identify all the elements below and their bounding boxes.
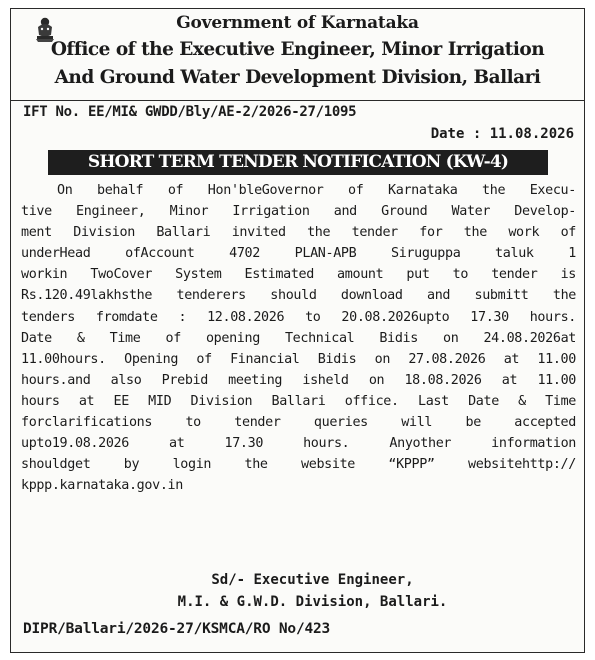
dipr-reference: DIPR/Ballari/2026-27/KSMCA/RO No/423 [23,621,331,637]
header-divider [11,100,584,101]
body-line: Rs.120.49lakhsthe tenderers should download and submitt the [21,288,576,304]
notice-date: Date : 11.08.2026 [430,126,574,142]
notice-body [21,180,576,496]
body-line: kppp.karnataka.gov.in [21,478,183,494]
body-line: tenders fromdate : 12.08.2026 to 20.08.2026upto 17.30 hours. [21,309,576,325]
notification-banner: SHORT TERM TENDER NOTIFICATION (KW-4) [48,150,548,175]
header-government: Government of Karnataka [176,13,419,33]
body-line: underHead ofAccount 4702 PLAN-APB Siruguppa taluk 1 [21,246,576,262]
body-line: 11.00hours. Opening of Financial Bidis on 27.08.2026 at 11.00 [21,351,576,367]
body-line: tive Engineer, Minor Irrigation and Ground Water Develop- [21,204,576,220]
signature-office: M.I. & G.W.D. Division, Ballari. [177,594,448,610]
header-division: And Ground Water Development Division, Ballari [54,67,541,88]
body-line: Date & Time of opening Technical Bidis on 24.08.2026at [21,330,576,346]
body-line: hours.and also Prebid meeting isheld on 18.08.2026 at 11.00 [21,372,576,388]
body-line: hours at EE MID Division Ballari office. Last Date & Time [21,393,576,409]
body-line: forclarifications to tender queries will be accepted [21,415,576,431]
body-line: workin TwoCover System Estimated amount put to tender is [21,267,576,283]
body-line: upto19.08.2026 at 17.30 hours. Anyother information [21,436,576,452]
body-line: shouldget by login the website “KPPP” websitehttp:// [21,457,576,473]
body-line: ment Division Ballari invited the tender for the work of [21,225,576,241]
signature-title: Sd/- Executive Engineer, [211,572,414,588]
ift-number: IFT No. EE/MI& GWDD/Bly/AE-2/2026-27/1095 [23,104,357,120]
body-line: On behalf of Hon'bleGovernor of Karnataka the Execu- [57,183,576,198]
tender-notice [10,8,585,653]
header-office: Office of the Executive Engineer, Minor Irrigation [50,39,545,60]
